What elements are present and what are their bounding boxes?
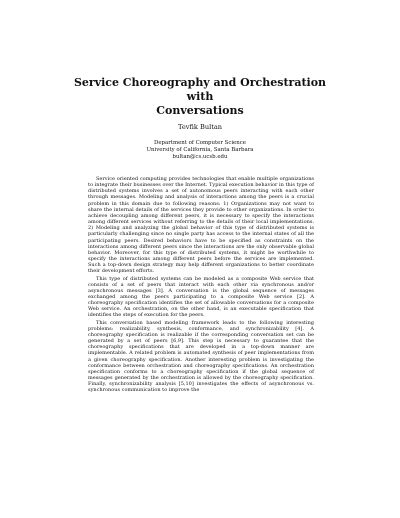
paragraph-3: This conversation based modeling framework leads to the following interesting problems: realizability, synthesis, conformance, and synchronizability [4]. A choreography specification is realizable if the corresponding conversation set can be generated by a set of peers [6,9]. This step is necessary to guarantee that the choreography specifications that are developed in a top-down manner are implementable. A related problem is automated synthesis of peer implementations from a given choreography specification. Another interesting problem is investigating the conformance between orchestration and choreography specifications. An orchestration specification conforms to a choreography specification if the global sequence of messages generated by the orchestration is allowed by the choreography specification. Finally, synchronizability analysis [5,10] investigates the effects of asynchronous vs. synchronous communication to improve the: [88, 319, 314, 394]
paper-body: [88, 176, 314, 394]
paper-title: Service Choreography and Orchestration with Conversations: [73, 76, 327, 117]
university: University of California, Santa Barbara: [146, 147, 254, 153]
paragraph-2: This type of distributed systems can be modeled as a composite Web service that consists of a set of peers that interact with each other via synchronous and/or asynchronous messages [3]. A conversation is the global sequence of messages exchanged among the peers participating to a composite Web service [2]. A choreography specification identifies the set of allowable conversations for a composite Web service. An orchestration, on the other hand, is an executable specification that identifies the steps of execution for the peers.: [88, 275, 314, 319]
author-name: Tevfik Bultan: [177, 123, 223, 131]
paragraph-1: Service oriented computing provides technologies that enable multiple organizations to integrate their businesses over the Internet. Typical execution behavior in this type of distributed systems involves a set of autonomous peers interacting with each other through messages. Modeling and analysis of interactions among the peers is a crucial problem in this domain due to following reasons: 1) Organizations may not want to share the internal details of the services they provide to other organizations. In order to achieve decoupling among different peers, it is necessary to specify the interactions among different services without referring to the details of their local implementations. 2) Modeling and analyzing the global behavior of this type of distributed systems is particularly challenging since no single party has access to the internal states of all the participating peers. Desired behaviors have to be specified as constraints on the interactions among different peers since the interactions are the only observable global behavior. Moreover, for this type of distributed systems, it might be worthwhile to specify the interactions among different peers before the services are implemented. Such a top-down design strategy may help different organizations to better coordinate their development efforts.: [88, 176, 314, 275]
author-affiliation: [60, 140, 340, 161]
department: Department of Computer Science: [154, 140, 246, 146]
author-email: bultan@cs.ucsb.edu: [172, 154, 228, 160]
